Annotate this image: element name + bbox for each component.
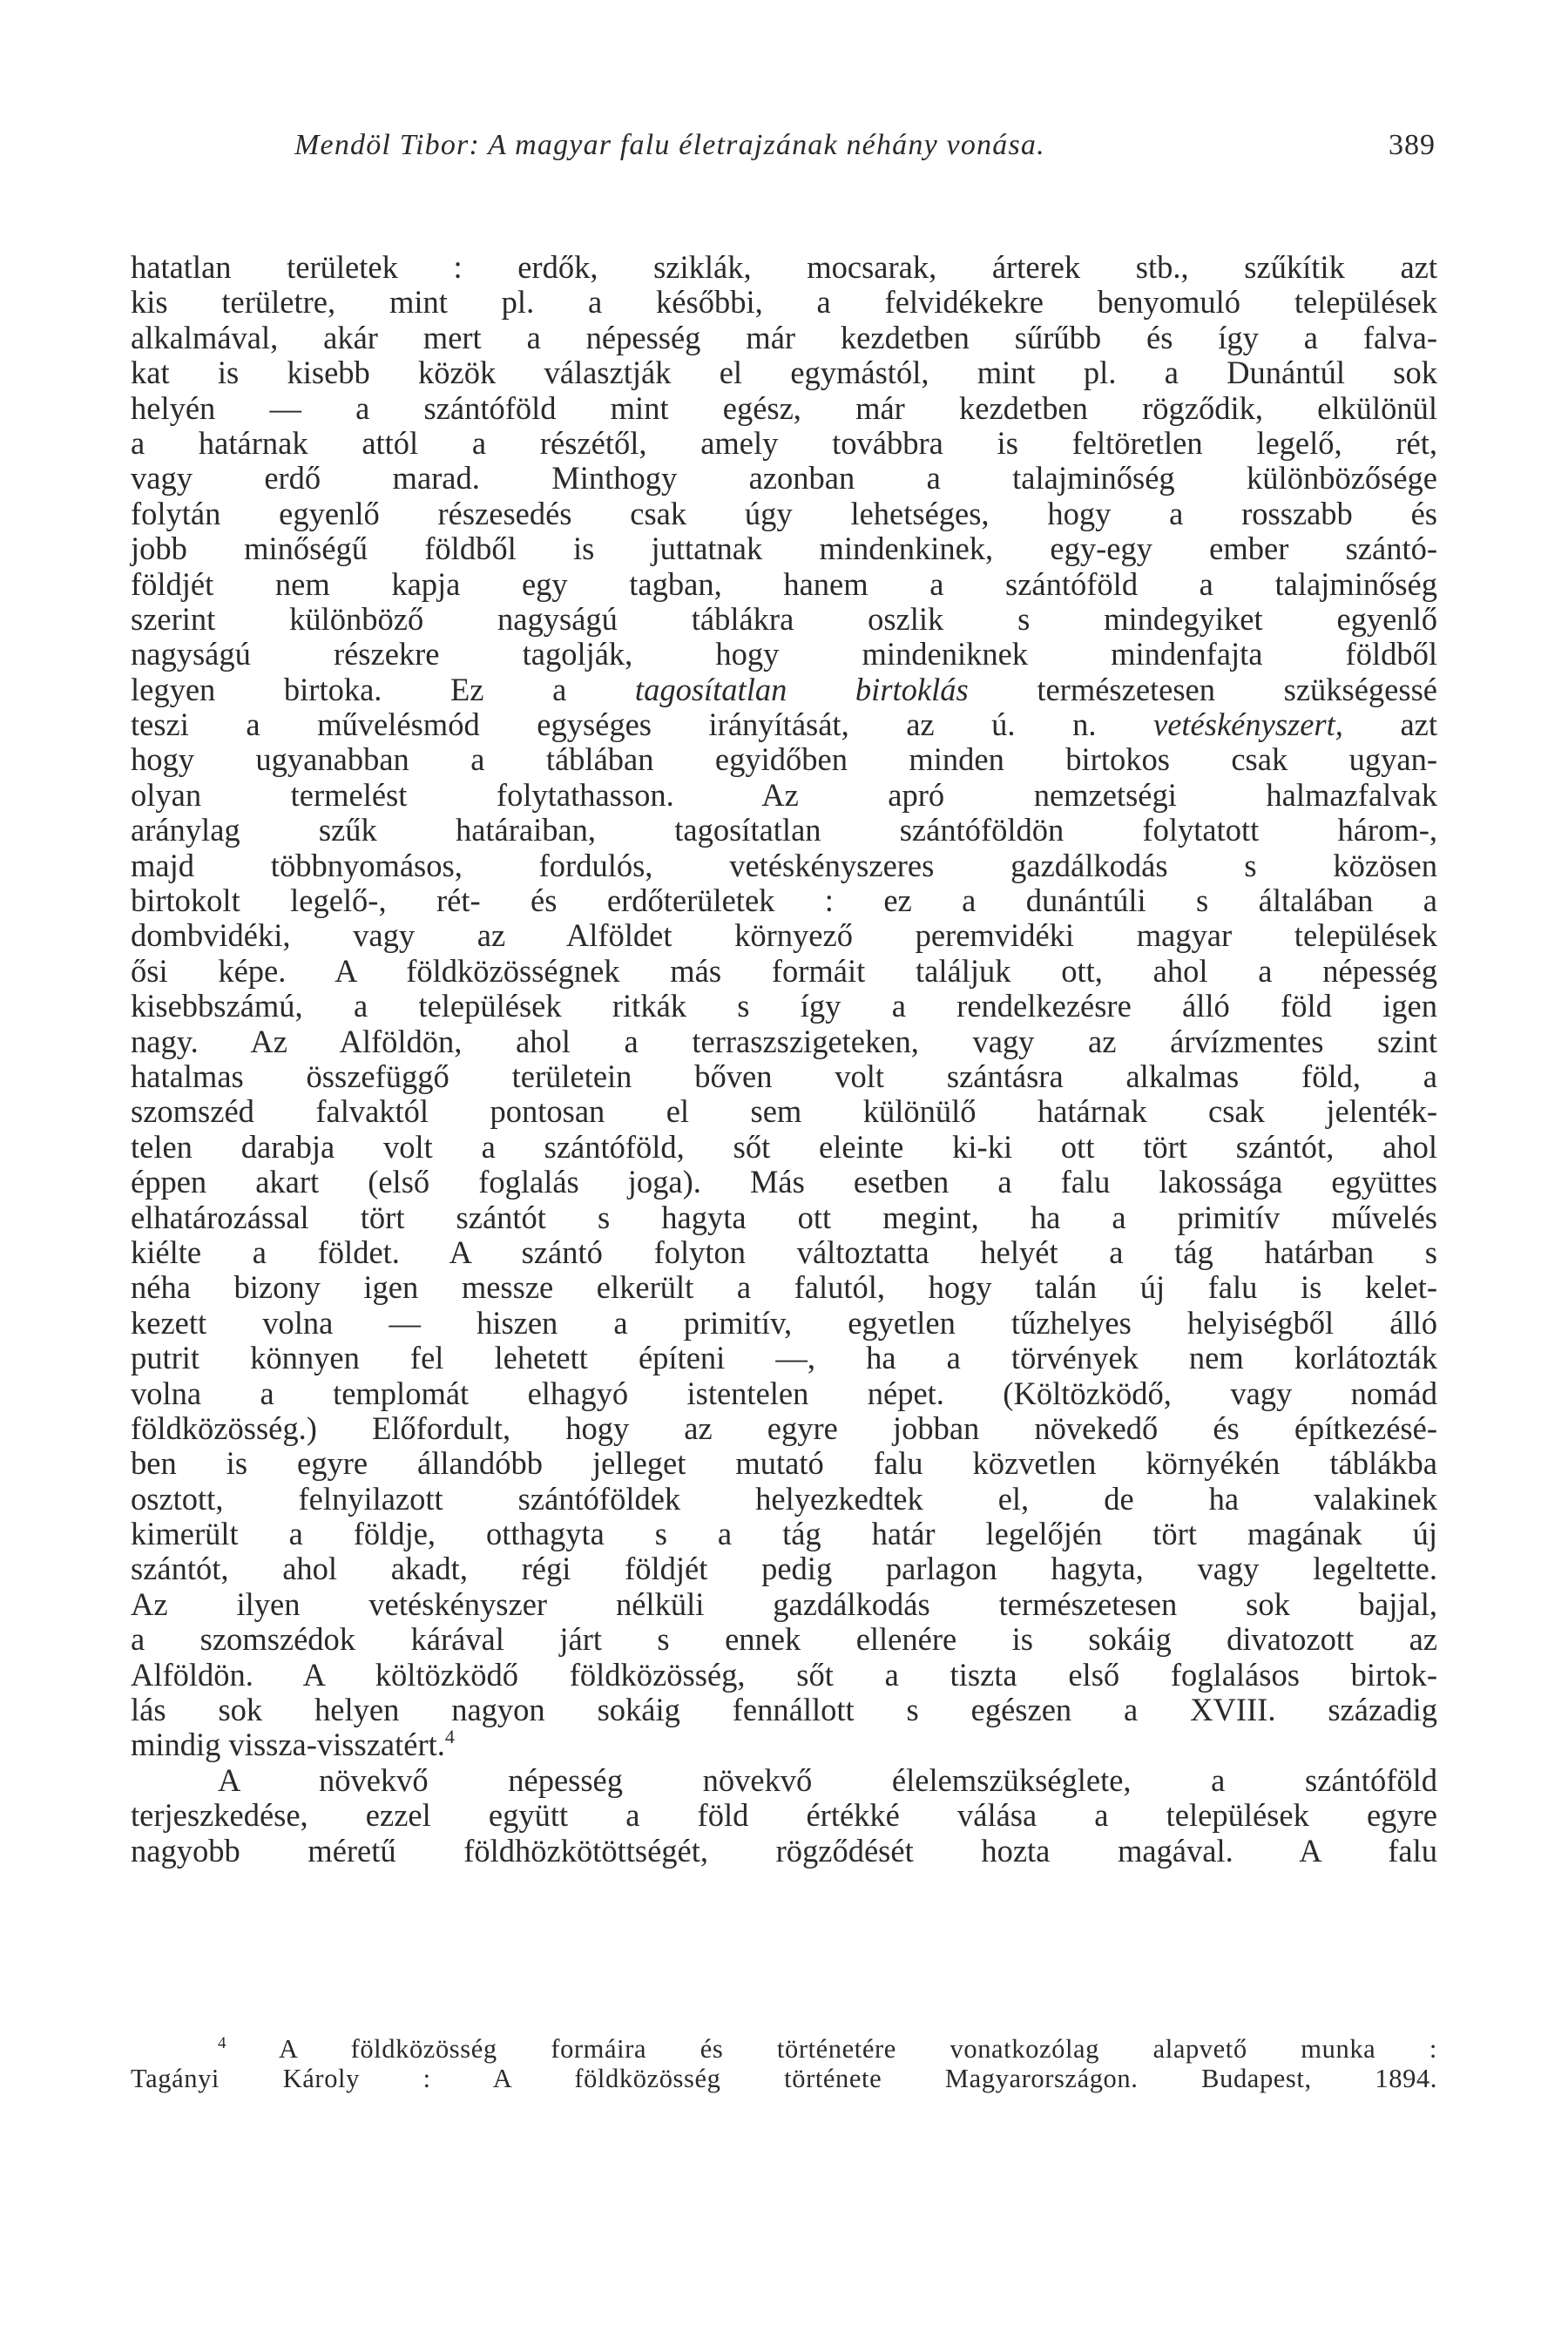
text-line [131, 672, 1437, 707]
text-line: kisebbszámú, a települések ritkák s így a rendelkezésre álló föld igen [131, 988, 1437, 1024]
text-line: nagyobb méretű földhözkötöttségét, rögződését hozta magával. A falu [131, 1832, 1437, 1869]
text-line [131, 1727, 1437, 1762]
text-line: terjeszkedése, ezzel együtt a föld értékké válása a települések egyre [131, 1797, 1437, 1834]
footnote [131, 2034, 1437, 2093]
text-line: Alföldön. A költözködő földközösség, sőt a tiszta első foglalásos birtok- [131, 1656, 1437, 1693]
footnote-text: Tagányi Károly : A földközösség története Magyarországon. Budapest, 1894. [131, 2064, 1437, 2093]
text-line: kiélte a földet. A szántó folyton változtatta helyét a tág határban s [131, 1233, 1437, 1270]
text-line: éppen akart (első foglalás joga). Más esetben a falu lakossága együttes [131, 1164, 1437, 1200]
text-line: kezett volna — hiszen a primitív, egyetlen tűzhelyes helyiségből álló [131, 1304, 1437, 1341]
text-line: földközösség.) Előfordult, hogy az egyre jobban növekedő és építkezésé- [131, 1409, 1437, 1446]
text-line: szántót, ahol akadt, régi földjét pedig parlagon hagyta, vagy legeltette. [131, 1551, 1437, 1587]
text-line: jobb minőségű földből is juttatnak mindenkinek, egy-egy ember szántó- [131, 531, 1437, 567]
text-line: szomszéd falvaktól pontosan el sem különülő határnak csak jelenték- [131, 1093, 1437, 1130]
body-text [131, 250, 1437, 1869]
text-line: helyén — a szántóföld mint egész, már kezdetben rögződik, elkülönül [131, 389, 1437, 426]
running-header [129, 129, 1436, 172]
text-run: teszi a művelésmód egységes irányítását, az ú. n. [131, 706, 1154, 743]
running-title: Mendöl Tibor: A magyar falu életrajzának néhány vonása. [294, 129, 1045, 161]
text-line: telen darabja volt a szántóföld, sőt eleinte ki-ki ott tört szántót, ahol [131, 1128, 1437, 1165]
text-line: földjét nem kapja egy tagban, hanem a szántóföld a talajminőség [131, 565, 1437, 602]
text-line: kimerült a földje, otthagyta s a tág határ legelőjén tört magának új [131, 1516, 1437, 1552]
text-run: természetesen szükségessé [968, 671, 1437, 707]
footnote-marker: 4 [218, 2034, 227, 2052]
text-line: vagy erdő marad. Minthogy azonban a talajminőség különbözősége [131, 460, 1437, 497]
text-line: kis területre, mint pl. a későbbi, a felvidékekre benyomuló települések [131, 284, 1437, 321]
italic-term: tagosítatlan birtoklás [634, 671, 969, 707]
text-line: hatalmas összefüggő területein bőven volt szántásra alkalmas föld, a [131, 1058, 1437, 1094]
text-line: szerint különböző nagyságú táblákra oszlik s mindegyiket egyenlő [131, 600, 1437, 637]
text-run: azt [1342, 706, 1437, 743]
text-line: lás sok helyen nagyon sokáig fennállott s egészen a XVIII. századig [131, 1692, 1437, 1728]
footnote-line [131, 2034, 1437, 2064]
text-line [131, 707, 1437, 742]
footnote-reference: 4 [444, 1726, 455, 1748]
text-line: aránylag szűk határaiban, tagosítatlan szántóföldön folytatott három-, [131, 812, 1437, 848]
text-line: a szomszédok kárával járt s ennek ellenére is sokáig divatozott az [131, 1621, 1437, 1658]
text-line: alkalmával, akár mert a népesség már kezdetben sűrűbb és így a falva- [131, 319, 1437, 355]
text-line: olyan termelést folytathasson. Az apró nemzetségi halmazfalvak [131, 776, 1437, 813]
text-line: ben is egyre állandóbb jelleget mutató falu közvetlen környékén táblákba [131, 1445, 1437, 1482]
text-line: nagyságú részekre tagolják, hogy mindeniknek mindenfajta földből [131, 636, 1437, 672]
text-line: birtokolt legelő-, rét- és erdőterületek : ez a dunántúli s általában a [131, 882, 1437, 919]
text-line: folytán egyenlő részesedés csak úgy lehetséges, hogy a rosszabb és [131, 495, 1437, 531]
text-line: nagy. Az Alföldön, ahol a terraszszigeteken, vagy az árvízmentes szint [131, 1023, 1437, 1059]
footnote-line [131, 2064, 1437, 2093]
text-line: dombvidéki, vagy az Alföldet környező peremvidéki magyar települések [131, 917, 1437, 954]
text-line: elhatározással tört szántót s hagyta ott megint, ha a primitív művelés [131, 1199, 1437, 1235]
text-line: a határnak attól a részétől, amely továbbra is feltöretlen legelő, rét, [131, 424, 1437, 461]
text-line: putrit könnyen fel lehetett építeni —, ha a törvények nem korlátozták [131, 1340, 1437, 1376]
footnote-text: A földközösség formáira és történetére vonatkozólag alapvető munka : [279, 2034, 1437, 2064]
page-number: 389 [1389, 129, 1436, 161]
text-line: ősi képe. A földközösségnek más formáit találjuk ott, ahol a népesség [131, 952, 1437, 989]
text-line: Az ilyen vetéskényszer nélküli gazdálkodás természetesen sok bajjal, [131, 1585, 1437, 1622]
text-line: osztott, felnyilazott szántóföldek helyezkedtek el, de ha valakinek [131, 1480, 1437, 1517]
text-line: néha bizony igen messze elkerült a falutól, hogy talán új falu is kelet- [131, 1269, 1437, 1306]
text-run: legyen birtoka. Ez a [131, 671, 635, 707]
text-line: kat is kisebb közök választják el egymástól, mint pl. a Dunántúl sok [131, 355, 1437, 391]
text-line: hogy ugyanabban a táblában egyidőben minden birtokos csak ugyan- [131, 741, 1437, 778]
italic-term: vetéskényszert, [1153, 706, 1343, 743]
text-line: A növekvő népesség növekvő élelemszükséglete, a szántóföld [218, 1761, 1437, 1798]
text-line: hatatlan területek : erdők, sziklák, mocsarak, árterek stb., szűkítik azt [131, 249, 1437, 285]
text-run: mindig vissza-visszatért. [131, 1727, 445, 1763]
text-line: majd többnyomásos, fordulós, vetéskényszeres gazdálkodás s közösen [131, 847, 1437, 883]
text-line: volna a templomát elhagyó istentelen népet. (Költözködő, vagy nomád [131, 1375, 1437, 1411]
